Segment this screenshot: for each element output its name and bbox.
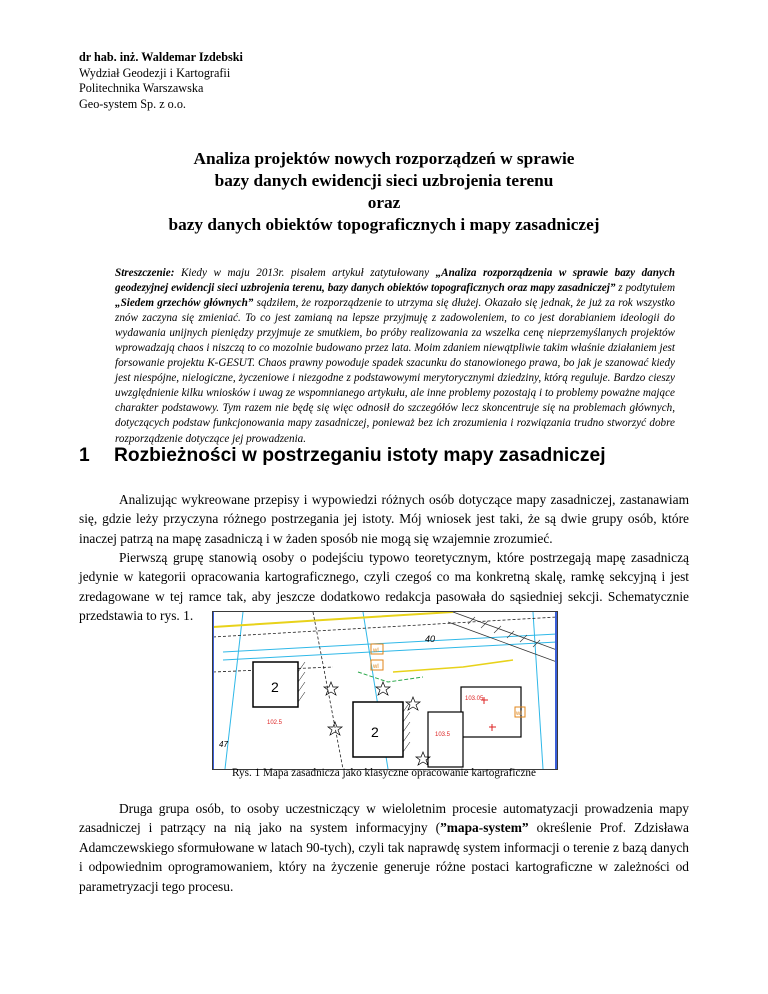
abstract-article-title: „Analiza rozporządzenia w sprawie bazy danych geodezyjnej ewidencji sieci uzbrojenia terenu, bazy danych obiektów topograficznych oraz mapy zasadniczej”: [115, 267, 676, 295]
yellow-utility-line: [393, 660, 513, 672]
building-number: 2: [271, 679, 279, 695]
term-bold: ”mapa-system”: [440, 820, 529, 836]
title-line: bazy danych ewidencji sieci uzbrojenia terenu: [214, 171, 554, 190]
figure-map: [212, 611, 558, 770]
section-title: Rozbieżności w postrzeganiu istoty mapy zasadniczej: [114, 445, 606, 466]
utility-tag: wl: [516, 711, 522, 717]
author-name: dr hab. inż. Waldemar Izdebski: [79, 50, 243, 64]
parcel-number: 40: [425, 634, 436, 644]
figure-caption: Rys. 1 Mapa zasadnicza jako klasyczne opracowanie kartograficzne: [232, 767, 536, 779]
utility-tag: wl: [373, 664, 379, 670]
building-outline: [428, 712, 463, 767]
paragraph-text: Analizując wykreowane przepisy i wypowiedzi różnych osób dotyczące mapy zasadniczej, zastanawiam się, gdzie leży przyczyna różnego postrzegania jej istoty. Mój wniosek jest taki, że są dwie grupy osób, które inaczej patrzą na mapę zasadniczą i w żaden sposób nie mogą się wzajemnie zrozumieć.: [79, 492, 689, 546]
abstract-text: sądziłem, że rozporządzenie to utrzyma się dłużej. Okazało się jednak, że już za rok wszystko znów zaczyna się zmieniać. To co jest zamianą na lepsze przyjmuję z zadowoleniem, to co jest dorabianiem ideologii do wydawania unijnych pieniędzy przyjmuje ze smutkiem, bo próby realizowania za wszelka cenę nieprzemyślanych projektów wprowadzają chaos i niszczą to co mozolnie budowano przez lata. Moim zdaniem niewątpliwie takim właśnie działaniem jest forsowanie projektu K-GESUT. Chaos prawny powoduje spadek szacunku do stanowionego prawa, bo jak je szanować kiedy jest niespójne, nielogiczne, życzeniowe i niezgodne z podstawowymi merytorycznymi dziedziny, którą reguluje. Bardzo cieszy uwzględnienie kilku wniosków i uwag ze wspomnianego artykułu, ale inne problemy pozostają i to problemy poważne mające charakter podstawowy. Tym razem nie będę się więc odnosił do szczegółów lecz skoncentruje się na problemach głównych, dotyczących podstaw funkcjonowania mapy zasadniczej, ponieważ bez ich zrozumienia i rozwiązania trudno stworzyć dobre rozporządzenie dotyczące jej prowadzenia.: [115, 297, 676, 445]
utility-tag: wl: [373, 648, 379, 654]
height-label: 102.5: [267, 720, 283, 726]
abstract-text: z podtytułem: [615, 282, 675, 295]
section-heading: [79, 444, 606, 468]
paragraph-text: Pierwszą grupę stanowią osoby o podejściu typowo teoretycznym, które postrzegają mapę zasadniczą jedynie w kategorii opracowania kartograficznego, czyli czegoś co ma konkretną skalę, ramkę sekcyjną i jest zredagowane w tej ramce tak, aby jeszcze dodatkowo redakcja pasowała do sąsiedniej sekcji. Schematycznie przedstawia to rys. 1.: [79, 550, 689, 624]
abstract: [115, 266, 675, 447]
abstract-subtitle: „Siedem grzechów głównych”: [115, 297, 254, 310]
paper-title: [79, 148, 689, 236]
section-number: 1: [79, 445, 90, 466]
building-number: 2: [371, 724, 379, 740]
affiliation-line: Politechnika Warszawska: [79, 81, 204, 95]
paragraph: [79, 490, 689, 548]
title-line: bazy danych obiektów topograficznych i mapy zasadniczej: [168, 215, 600, 234]
affiliation-line: Wydział Geodezji i Kartografii: [79, 65, 231, 80]
parcel-number: 47: [219, 740, 228, 749]
paragraph-text: określenie Prof. Zdzisława Adamczewskiego sformułowane w latach 90-tych), czyli tak naprawdę system informacji o terenie z bazą danych i odpowiednim oprogramowaniem, który na życzenie generuje różne postaci kartograficzne w zależności od parametryzacji tego procesu.: [79, 820, 689, 894]
abstract-label: Streszczenie:: [115, 267, 175, 279]
title-line: oraz: [367, 193, 401, 212]
title-line: Analiza projektów nowych rozporządzeń w sprawie: [193, 149, 575, 168]
yellow-utility-line: [213, 612, 453, 627]
building-outline: [461, 687, 521, 737]
paragraph: [79, 799, 689, 896]
paragraph-text: Druga grupa osób, to osoby uczestniczący w wieloletnim procesie automatyzacji prowadzenia mapy zasadniczej i patrzący na nią jako na system informacyjny (: [79, 801, 689, 836]
height-label: 103.05: [465, 696, 484, 702]
abstract-text: Kiedy w maju 2013r. pisałem artykuł zatytułowany: [174, 267, 436, 279]
base-map-drawing: [213, 612, 557, 769]
affiliation-line: Geo-system Sp. z o.o.: [79, 96, 186, 111]
author-block: [79, 50, 243, 112]
height-label: 103.5: [435, 732, 451, 738]
